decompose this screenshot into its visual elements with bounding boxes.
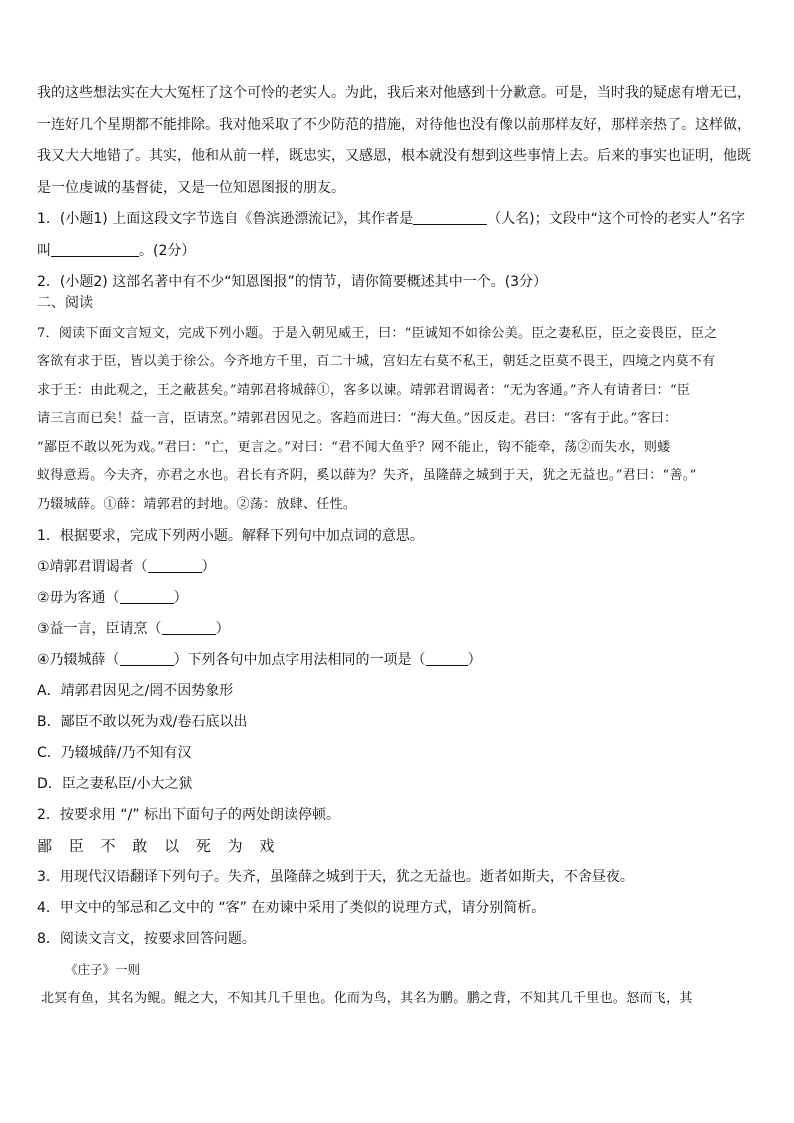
section-heading: 二、阅读 xyxy=(37,294,93,311)
subquestion-3: 3．用现代汉语翻译下列句子。失齐，虽隆薛之城到于天，犹之无益也。逝者如斯夫，不舍昼夜。 xyxy=(37,869,634,885)
zhuangzi-title: 《庄子》一则 xyxy=(65,962,141,977)
zhuangzi-text: 北冥有鱼，其名为鲲。鲲之大，不知其几千里也。化而为鸟，其名为鹏。鹏之背，不知其几千里也。怒而飞，其 xyxy=(41,991,693,1006)
answer-blank[interactable] xyxy=(148,558,202,573)
classical-line: 蚁得意焉。今夫齐，亦君之水也。君长有齐阴，奚以薛为？失齐，虽隆薛之城到于天，犹之无益也。”君曰：“善。” xyxy=(37,468,697,483)
classical-line: 客欲有求于臣，皆以美于徐公。今齐地方千里，百二十城，宫妇左右莫不私王，朝廷之臣莫不畏王，四境之内莫不有 xyxy=(37,354,716,369)
classical-line: 请三言而已矣！益一言，臣请烹。”靖郭君因见之。客趋而进曰：“海大鱼。”因反走。君曰：“客有于此。”客曰： xyxy=(37,411,678,426)
classical-line: “鄙臣不敢以死为戏。”君曰：“亡，更言之。”对曰：“君不闻大鱼乎？网不能止，钩不能牵，荡②而失水，则蝼 xyxy=(37,439,671,455)
option-c: C．乃辍城薛/乃不知有汉 xyxy=(37,745,192,761)
passage-line: 一连好几个星期都不能排除。我对他采取了不少防范的措施，对待他也没有像以前那样友好，那样亲热了。这样做， xyxy=(37,116,751,133)
answer-blank[interactable] xyxy=(120,651,174,666)
name-blank[interactable] xyxy=(51,242,139,257)
option-b: B．鄙臣不敢以死为戏/卷石底以出 xyxy=(37,714,248,730)
subquestion-1-item: ①靖郭君谓谒者（ ） xyxy=(37,559,216,575)
question-2: 2．(小题2) 这部名著中有不少“知恩图报”的情节，请你简要概述其中一个。(3分） xyxy=(37,274,548,290)
classical-line: 乃辍城薛。①薛：靖郭君的封地。②荡：放肆、任性。 xyxy=(37,496,357,512)
passage-robinson xyxy=(37,78,759,204)
choice-blank[interactable] xyxy=(426,651,468,666)
subquestion-1-item: ③益一言，臣请烹（ ） xyxy=(37,621,230,637)
pause-sentence: 鄙 臣 不 敢 以 死 为 戏 xyxy=(37,837,281,855)
passage-line: 是一位虔诚的基督徒，又是一位知恩图报的朋友。 xyxy=(37,179,345,196)
author-blank[interactable] xyxy=(413,210,487,225)
question-1-line2: 叫 。(2分） xyxy=(37,242,196,259)
passage-line: 我又大大地错了。其实，他和从前一样，既忠实，又感恩，根本就没有想到这些事情上去。后来的事实也证明，他既 xyxy=(37,148,751,164)
answer-blank[interactable] xyxy=(120,589,174,604)
option-d: D．臣之妻私臣/小大之狱 xyxy=(37,776,193,792)
passage-line: 我的这些想法实在大大冤枉了这个可怜的老实人。为此，我后来对他感到十分歉意。可是，当时我的疑虑有增无已， xyxy=(37,85,751,101)
option-a: A．靖郭君因见之/罔不因势象形 xyxy=(37,683,234,699)
subquestion-4: 4．甲文中的邹忌和乙文中的 “客” 在劝谏中采用了类似的说理方式，请分别简析。 xyxy=(37,900,546,916)
classical-line: 7．阅读下面文言短文，完成下列小题。于是入朝见威王，曰：“臣诚知不如徐公美。臣之妻私臣，臣之妾畏臣，臣之 xyxy=(37,325,718,341)
question-1-line1: 1．(小题1) 上面这段文字节选自《鲁滨逊漂流记》，其作者是 （人名)；文段中“这个可怜的老实人”名字 xyxy=(37,211,746,227)
question-8: 8．阅读文言文，按要求回答问题。 xyxy=(37,931,256,947)
subquestion-1-item: ②毋为客通（ ） xyxy=(37,590,188,606)
answer-blank[interactable] xyxy=(162,620,216,635)
document-page xyxy=(37,78,759,1014)
classical-line: 求于王：由此观之，王之蔽甚矣。”靖郭君将城薛①，客多以谏。靖郭君谓谒者：“无为客通。”齐人有请者曰：“臣 xyxy=(37,382,691,398)
subquestion-1-item: ④乃辍城薛（ ）下列各句中加点字用法相同的一项是（ ） xyxy=(37,652,482,668)
classical-passage xyxy=(37,320,759,520)
subquestion-1-title: 1．根据要求，完成下列两小题。解释下列句中加点词的意思。 xyxy=(37,528,424,544)
subquestion-2: 2．按要求用 “/” 标出下面句子的两处朗读停顿。 xyxy=(37,807,341,823)
